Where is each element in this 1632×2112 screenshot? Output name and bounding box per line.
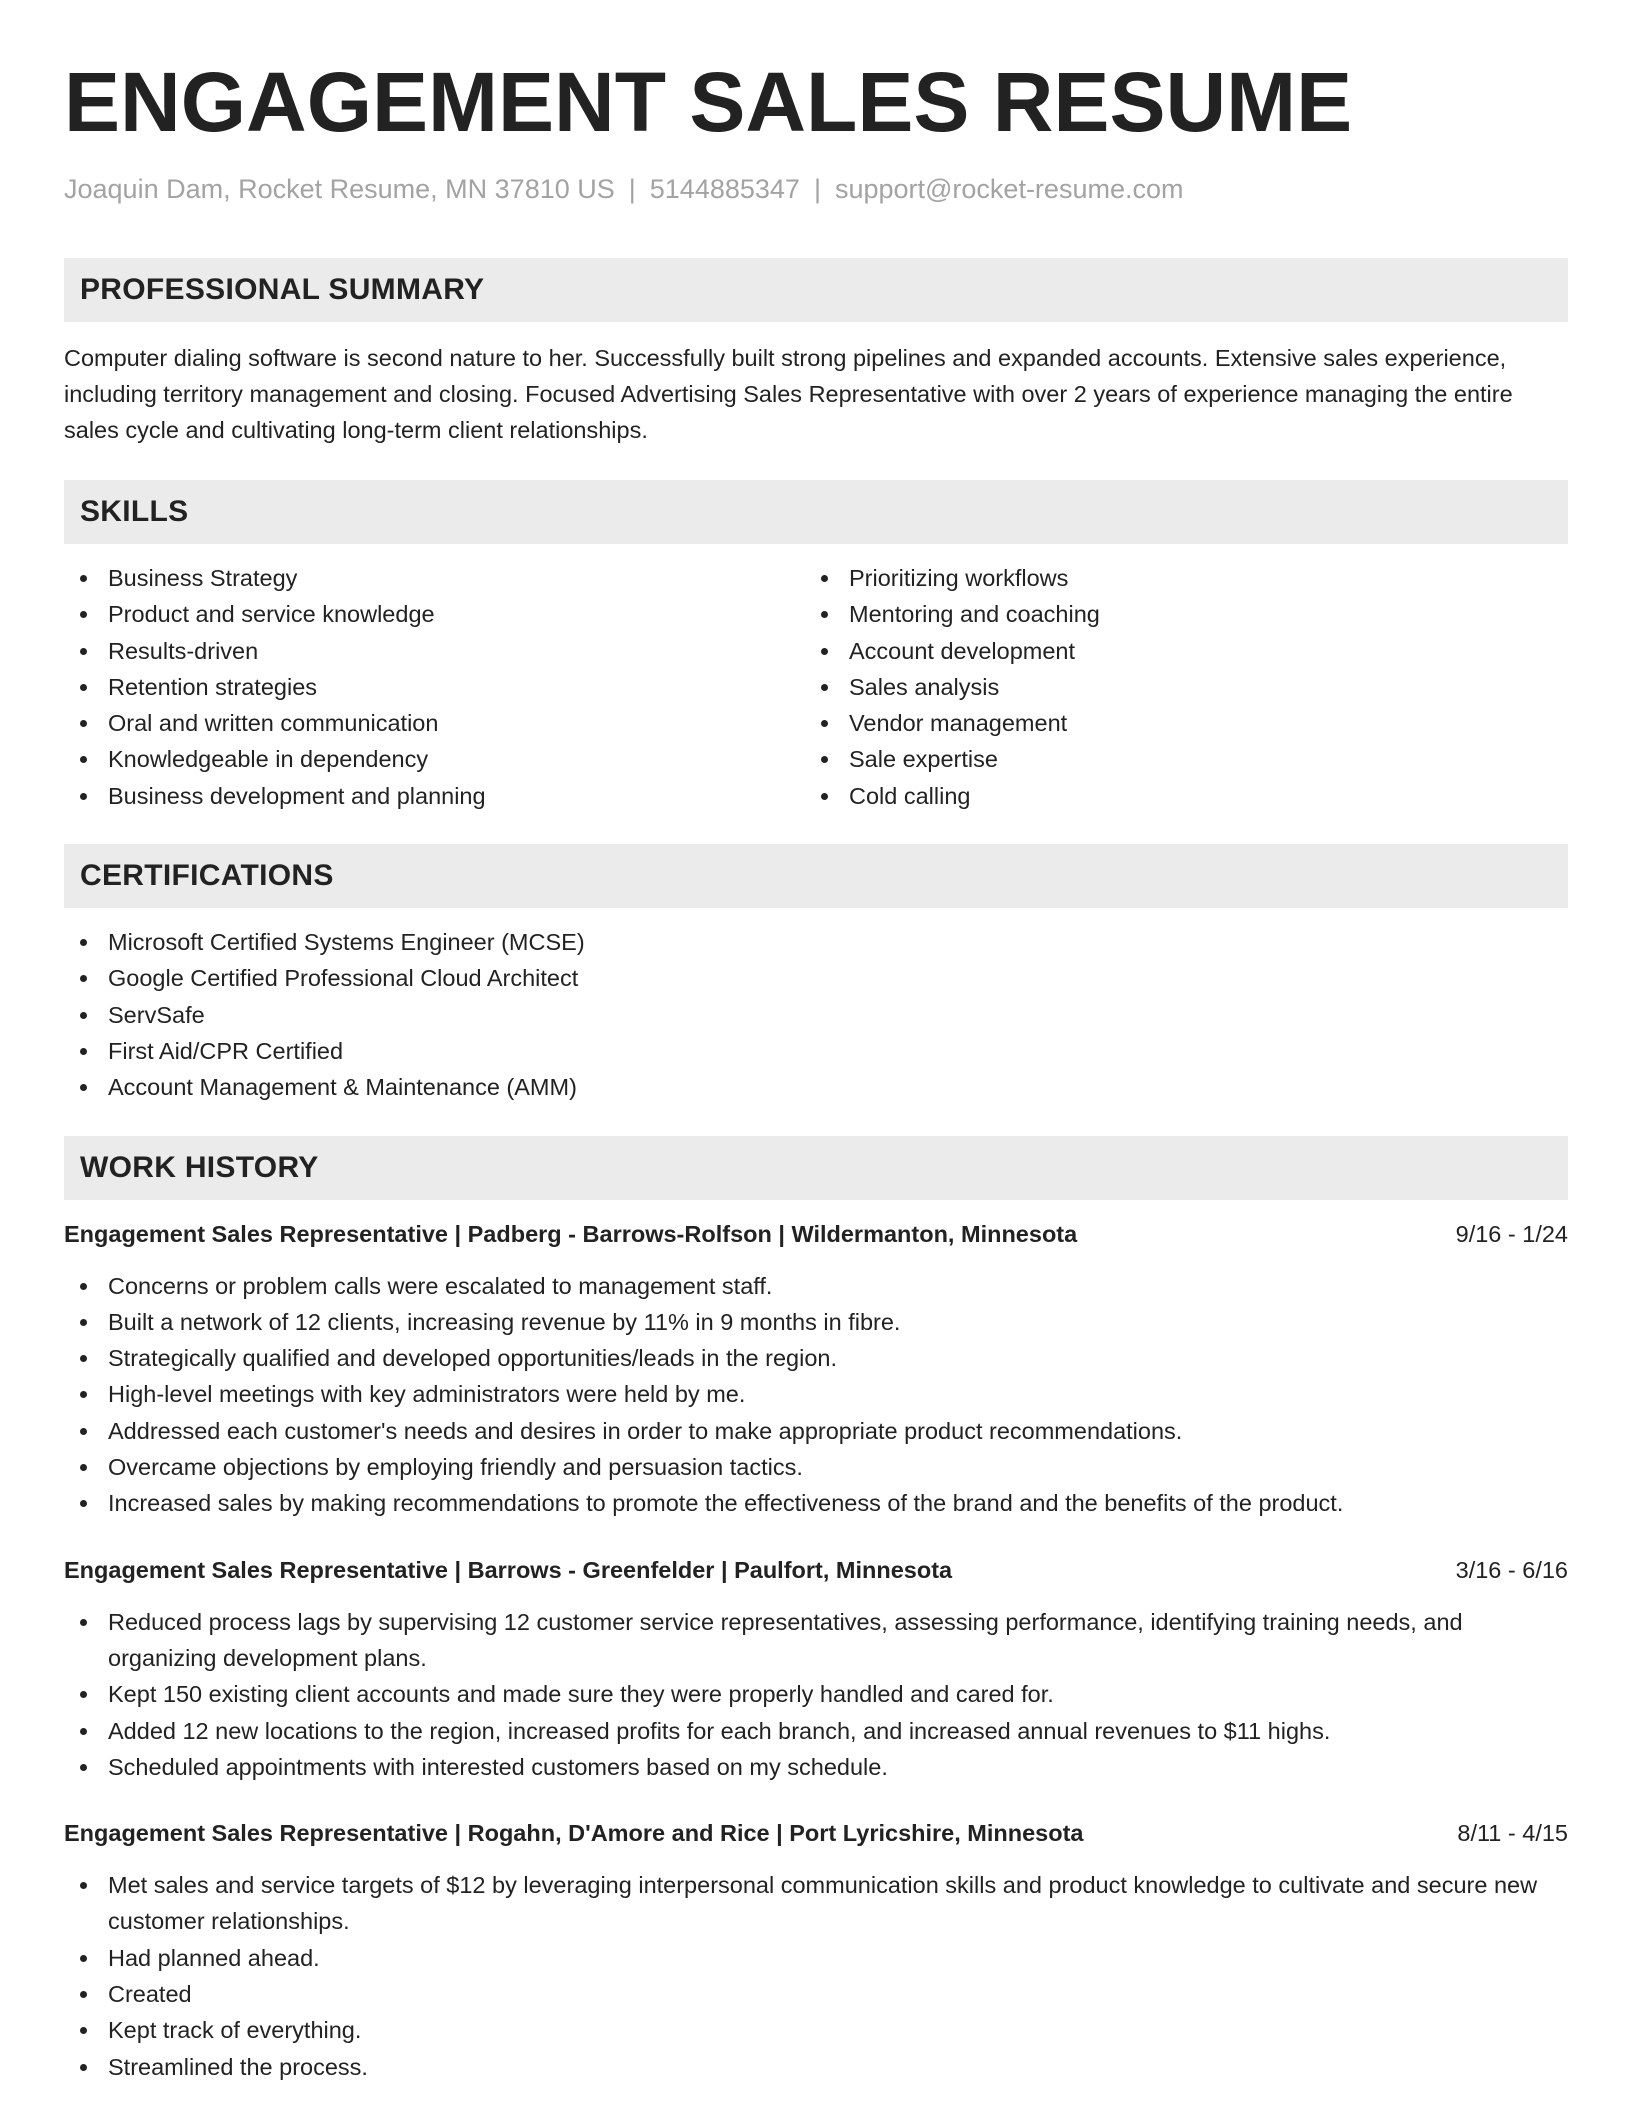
skill-item: Knowledgeable in dependency xyxy=(64,741,805,777)
job-bullet: Created xyxy=(64,1976,1568,2012)
skill-item: Retention strategies xyxy=(64,669,805,705)
work-history-heading: WORK HISTORY xyxy=(80,1150,319,1184)
skill-item: Business development and planning xyxy=(64,778,805,814)
job-header xyxy=(64,1552,1568,1588)
skill-item: Sales analysis xyxy=(805,669,1546,705)
job-entry xyxy=(64,1552,1568,1785)
job-bullet: Added 12 new locations to the region, increased profits for each branch, and increased annual revenues to $11 highs. xyxy=(64,1713,1568,1749)
skill-item: Oral and written communication xyxy=(64,705,805,741)
resume-content xyxy=(64,52,1568,2085)
skill-item: Sale expertise xyxy=(805,741,1546,777)
skills-column-left xyxy=(64,560,805,814)
job-dates: 9/16 - 1/24 xyxy=(1455,1220,1568,1247)
job-bullet: Kept track of everything. xyxy=(64,2012,1568,2048)
job-bullets xyxy=(64,1604,1568,1785)
contact-line xyxy=(64,172,1568,206)
certification-item: Microsoft Certified Systems Engineer (MCSE) xyxy=(64,924,1568,960)
summary-heading: PROFESSIONAL SUMMARY xyxy=(80,273,485,306)
job-bullet: Scheduled appointments with interested customers based on my schedule. xyxy=(64,1749,1568,1785)
job-header xyxy=(64,1216,1568,1252)
job-bullet: Had planned ahead. xyxy=(64,1940,1568,1976)
certifications-list xyxy=(64,924,1568,1105)
contact-phone: 5144885347 xyxy=(649,174,800,204)
contact-email: support@rocket-resume.com xyxy=(834,174,1184,204)
skill-item: Cold calling xyxy=(805,778,1546,814)
certification-item: First Aid/CPR Certified xyxy=(64,1033,1568,1069)
certifications-section-header xyxy=(64,844,1568,908)
contact-separator: | xyxy=(628,174,636,204)
job-bullet: Met sales and service targets of $12 by leveraging interpersonal communication skills and product knowledge to cultivate and secure new customer relationships. xyxy=(64,1867,1568,1940)
job-title: Engagement Sales Representative | Rogahn, D'Amore and Rice | Port Lyricshire, Minnesota xyxy=(64,1820,1084,1847)
certification-item: ServSafe xyxy=(64,997,1568,1033)
skills-list-left xyxy=(64,560,805,814)
job-dates: 3/16 - 6/16 xyxy=(1455,1556,1568,1583)
contact-address: Joaquin Dam, Rocket Resume, MN 37810 US xyxy=(64,174,615,204)
skills-section-header xyxy=(64,480,1568,544)
job-bullets xyxy=(64,1268,1568,1522)
job-bullet: Reduced process lags by supervising 12 customer service representatives, assessing performance, identifying training needs, and organizing development plans. xyxy=(64,1604,1568,1677)
job-bullet: Streamlined the process. xyxy=(64,2049,1568,2085)
job-bullet: Addressed each customer's needs and desires in order to make appropriate product recommendations. xyxy=(64,1413,1568,1449)
job-bullet: Overcame objections by employing friendly and persuasion tactics. xyxy=(64,1449,1568,1485)
job-bullet: Concerns or problem calls were escalated to management staff. xyxy=(64,1268,1568,1304)
skills-heading: SKILLS xyxy=(80,495,189,528)
job-bullet: Kept 150 existing client accounts and made sure they were properly handled and cared for. xyxy=(64,1676,1568,1712)
skill-item: Product and service knowledge xyxy=(64,596,805,632)
job-entry xyxy=(64,1815,1568,2085)
skill-item: Results-driven xyxy=(64,633,805,669)
job-dates: 8/11 - 4/15 xyxy=(1457,1820,1568,1847)
summary-text: Computer dialing software is second nature to her. Successfully built strong pipelines and expanded accounts. Extensive sales experience, including territory management and closing. Focused Advertising Sales Representative with over 2 years of experience managing the entire sales cycle and cultivating long-term client relationships. xyxy=(64,345,1513,443)
job-title: Engagement Sales Representative | Padberg - Barrows-Rolfson | Wildermanton, Minnesota xyxy=(64,1220,1078,1247)
skill-item: Mentoring and coaching xyxy=(805,596,1546,632)
work-history-section-header xyxy=(64,1136,1568,1200)
skill-item: Vendor management xyxy=(805,705,1546,741)
job-bullet: Increased sales by making recommendations to promote the effectiveness of the brand and the benefits of the product. xyxy=(64,1485,1568,1521)
skill-item: Account development xyxy=(805,633,1546,669)
job-entry xyxy=(64,1216,1568,1522)
skill-item: Prioritizing workflows xyxy=(805,560,1546,596)
certification-item: Account Management & Maintenance (AMM) xyxy=(64,1069,1568,1105)
job-header xyxy=(64,1815,1568,1851)
skills-list-right xyxy=(805,560,1546,814)
job-bullet: Built a network of 12 clients, increasing revenue by 11% in 9 months in fibre. xyxy=(64,1304,1568,1340)
summary-section-header xyxy=(64,258,1568,322)
certifications-heading: CERTIFICATIONS xyxy=(80,859,334,893)
job-bullet: High-level meetings with key administrators were held by me. xyxy=(64,1376,1568,1412)
job-bullets xyxy=(64,1867,1568,2085)
skills-column-right xyxy=(805,560,1546,814)
job-bullet: Strategically qualified and developed opportunities/leads in the region. xyxy=(64,1340,1568,1376)
contact-separator: | xyxy=(813,174,821,204)
resume-title: ENGAGEMENT SALES RESUME xyxy=(64,55,1353,149)
skill-item: Business Strategy xyxy=(64,560,805,596)
skills-grid xyxy=(64,560,1568,814)
certification-item: Google Certified Professional Cloud Architect xyxy=(64,960,1568,996)
job-title: Engagement Sales Representative | Barrows - Greenfelder | Paulfort, Minnesota xyxy=(64,1556,953,1583)
